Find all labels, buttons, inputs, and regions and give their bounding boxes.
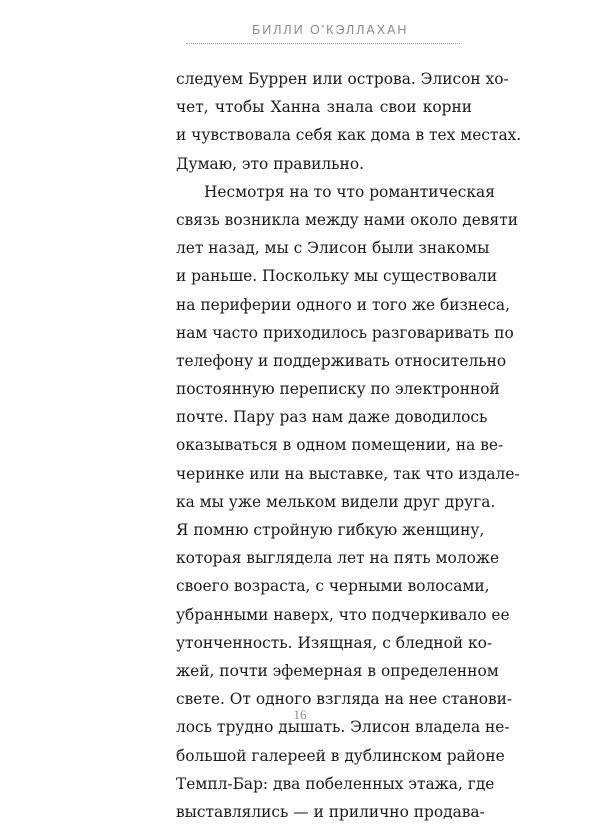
text-line: Я помню стройную гибкую женщину, bbox=[176, 521, 485, 539]
text-line: и раньше. Поскольку мы существовали bbox=[176, 267, 498, 286]
text-line: чет, чтобы Ханна знала свои корни bbox=[176, 98, 472, 117]
paragraph-start-line: Несмотря на то что романтическая bbox=[204, 182, 495, 201]
text-line: своего возраста, с черными волосами, bbox=[176, 577, 490, 596]
text-line: оказываться в одном помещении, на ве- bbox=[176, 436, 504, 455]
text-line: телефону и поддерживать относительно bbox=[176, 351, 507, 370]
text-line: черинке или на выставке, так что издале- bbox=[176, 464, 520, 483]
text-line: связь возникла между нами около девяти bbox=[176, 210, 518, 229]
text-line: постоянную переписку по электронной bbox=[176, 380, 500, 399]
text-line: которая выглядела лет на пять моложе bbox=[176, 549, 500, 568]
running-head: БИЛЛИ О'КЭЛЛАХАН bbox=[252, 23, 409, 37]
text-line: свете. От одного взгляда на нее станови- bbox=[176, 690, 513, 709]
text-line: выставлялись — и прилично продава- bbox=[176, 802, 485, 821]
text-line: жей, почти эфемерная в определенном bbox=[176, 661, 499, 680]
text-line: и чувствовала себя как дома в тех местах. bbox=[176, 126, 522, 145]
text-line: следуем Буррен или острова. Элисон хо- bbox=[176, 70, 509, 88]
text-line: утонченность. Изящная, с бледной ко- bbox=[176, 633, 493, 652]
text-line: нам часто приходилось разговаривать по bbox=[176, 323, 514, 342]
text-line: убранными наверх, что подчеркивало ее bbox=[176, 605, 510, 624]
text-line: Темпл-Бар: два побеленных этажа, где bbox=[176, 774, 495, 793]
header-rule bbox=[186, 43, 460, 44]
page-number: 16 bbox=[293, 707, 307, 722]
text-line: почте. Пару раз нам даже доводилось bbox=[176, 408, 488, 427]
text-line: лось трудно дышать. Элисон владела не- bbox=[176, 718, 510, 737]
text-line: на периферии одного и того же бизнеса, bbox=[176, 295, 510, 314]
text-line: большой галереей в дублинском районе bbox=[176, 746, 505, 765]
text-line: ка мы уже мельком видели друг друга. bbox=[176, 492, 496, 511]
text-line: лет назад, мы с Элисон были знакомы bbox=[176, 239, 490, 258]
text-line: Думаю, это правильно. bbox=[176, 154, 364, 173]
